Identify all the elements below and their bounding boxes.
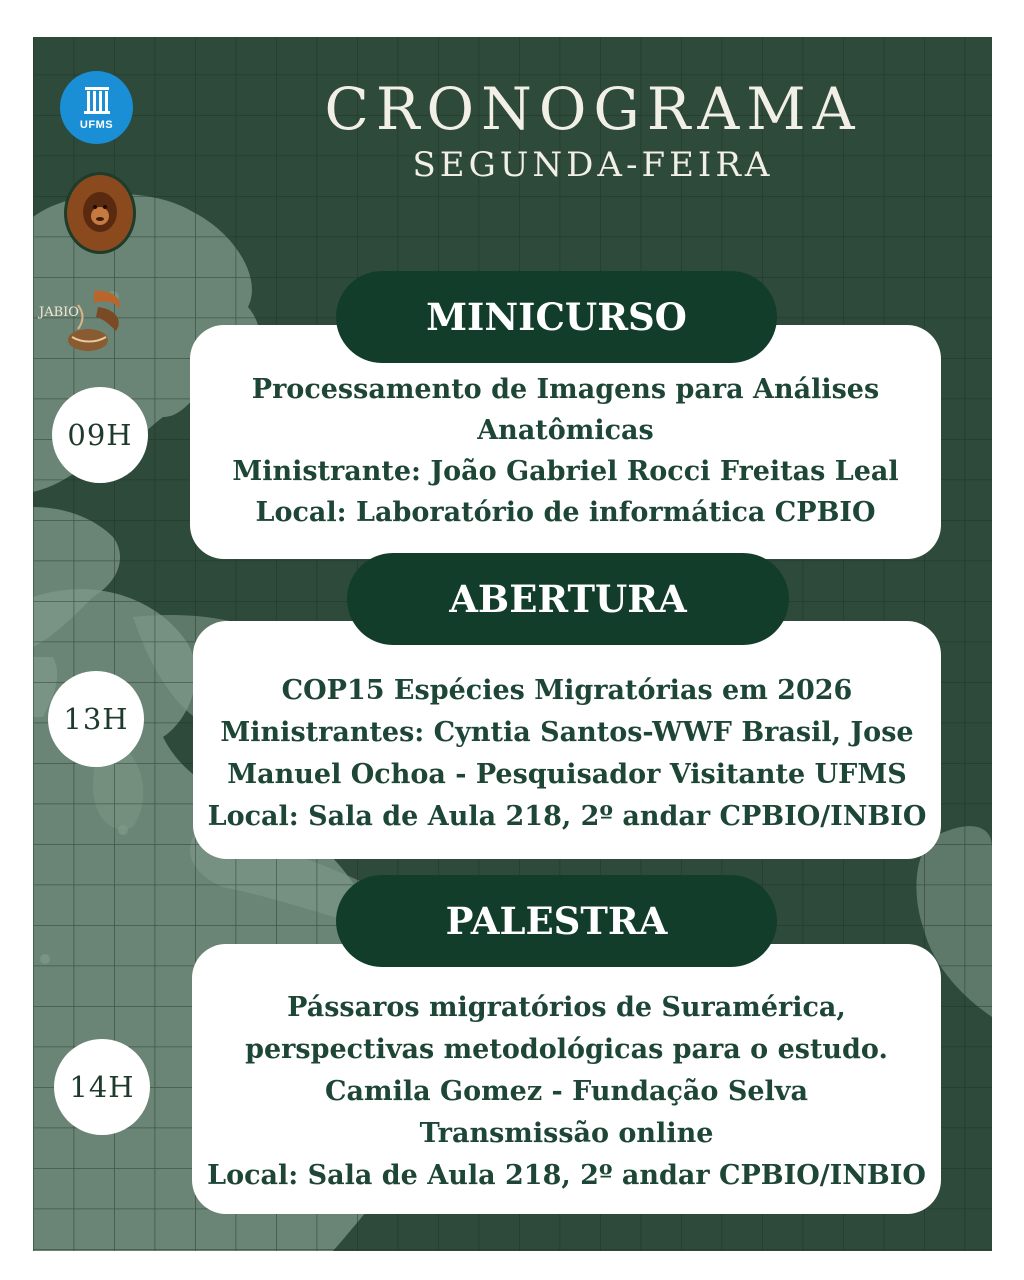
category-pill-abertura: ABERTURA bbox=[347, 553, 789, 645]
event-card-palestra bbox=[192, 944, 941, 1214]
event-line: Camila Gomez - Fundação Selva bbox=[325, 1076, 808, 1107]
page-title: CRONOGRAMA bbox=[324, 75, 862, 143]
event-card-abertura bbox=[193, 621, 941, 859]
ufms-logo bbox=[60, 71, 133, 144]
ufms-logo-text: UFMS bbox=[79, 118, 114, 131]
time-badge: 14H bbox=[54, 1039, 150, 1135]
jabio-logo-text: JABIO bbox=[39, 305, 79, 320]
event-line: Manuel Ochoa - Pesquisador Visitante UFMS bbox=[227, 759, 907, 790]
event-line: Ministrantes: Cyntia Santos-WWF Brasil, Jose bbox=[220, 717, 914, 748]
poster bbox=[33, 37, 992, 1251]
event-line: Anatômicas bbox=[477, 415, 654, 446]
category-pill-palestra: PALESTRA bbox=[336, 875, 777, 967]
page-subtitle: SEGUNDA-FEIRA bbox=[412, 145, 774, 185]
event-line: Processamento de Imagens para Análises bbox=[251, 374, 880, 405]
event-line: Ministrante: João Gabriel Rocci Freitas Leal bbox=[232, 456, 899, 487]
event-line: Local: Sala de Aula 218, 2º andar CPBIO/INBIO bbox=[207, 1160, 926, 1191]
event-line: COP15 Espécies Migratórias em 2026 bbox=[281, 675, 853, 706]
time-badge: 13H bbox=[48, 671, 144, 767]
event-line: Transmissão online bbox=[419, 1118, 714, 1149]
monkey-icon bbox=[74, 182, 126, 244]
cabio-logo bbox=[64, 172, 136, 254]
event-line: perspectivas metodológicas para o estudo. bbox=[245, 1034, 888, 1065]
event-line: Local: Sala de Aula 218, 2º andar CPBIO/INBIO bbox=[207, 801, 927, 832]
event-line: Local: Laboratório de informática CPBIO bbox=[255, 497, 876, 528]
building-icon bbox=[84, 85, 110, 115]
category-pill-minicurso: MINICURSO bbox=[336, 271, 777, 363]
jabio-logo bbox=[58, 285, 130, 355]
event-line: Pássaros migratórios de Suramérica, bbox=[287, 992, 846, 1023]
time-badge: 09H bbox=[52, 387, 148, 483]
